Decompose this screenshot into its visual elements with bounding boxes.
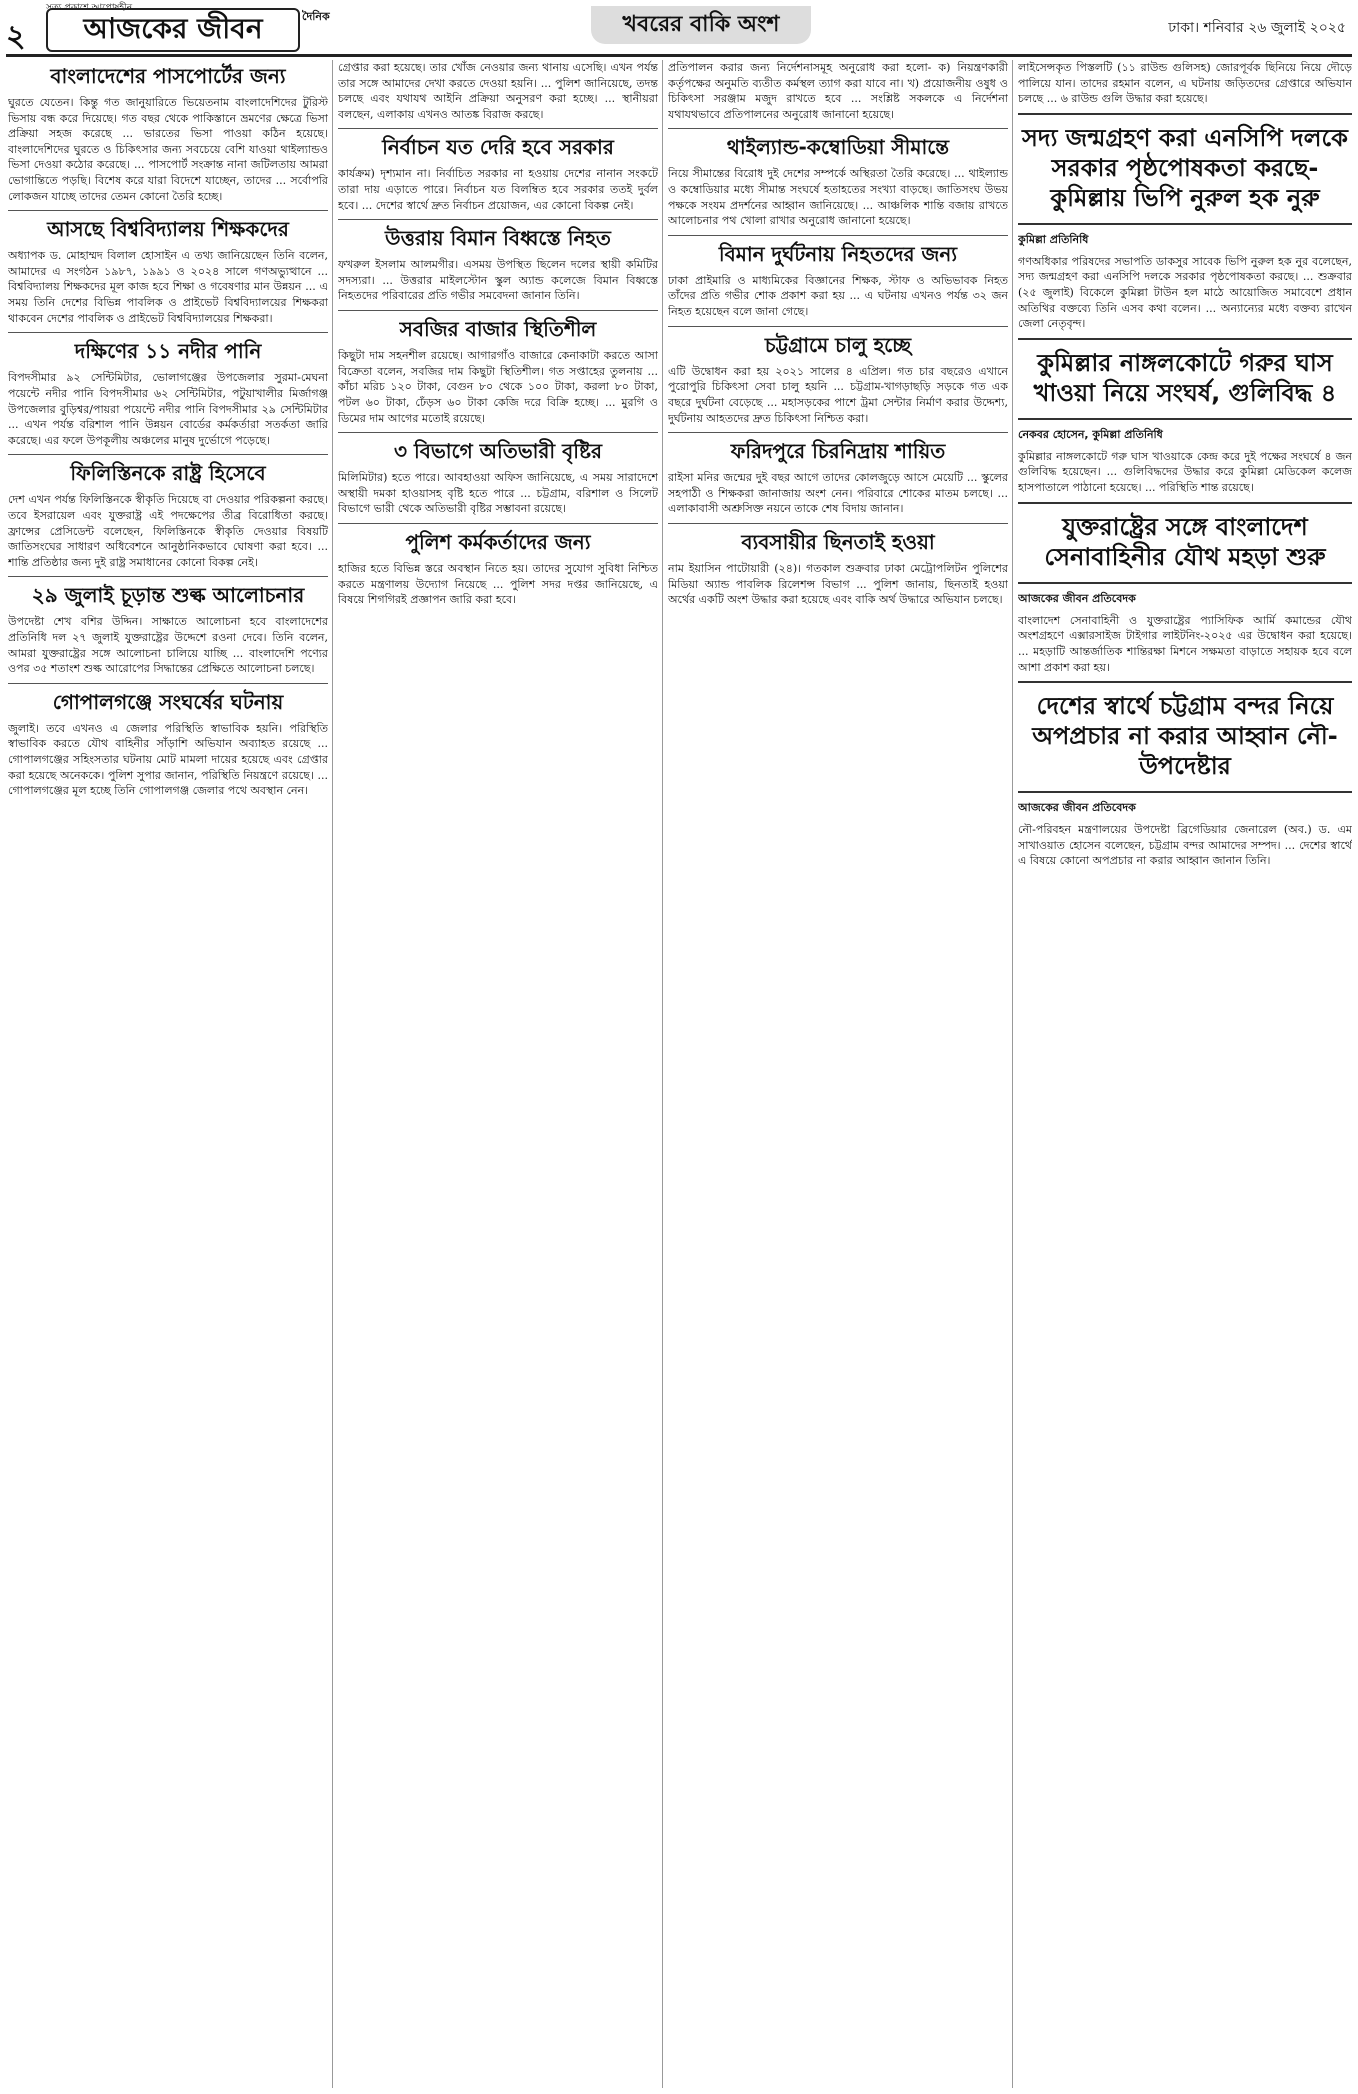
article-headline: যুক্তরাষ্ট্রের সঙ্গে বাংলাদেশ সেনাবাহিনীর যৌথ মহড়া শুরু [1044, 512, 1326, 571]
article-headline: দেশের স্বার্থে চট্টগ্রাম বন্দর নিয়ে অপপ্রচার না করার আহ্বান নৌ-উপদেষ্টার [1032, 692, 1338, 781]
section-banner: খবরের বাকি অংশ [591, 6, 811, 44]
daily-label: দৈনিক [302, 10, 330, 23]
column-divider [1012, 60, 1013, 2088]
article-headline: থাইল্যান্ড-কম্বোডিয়া সীমান্তে [726, 135, 950, 160]
column-1 [8, 60, 328, 2088]
dateline: ঢাকা। শনিবার ২৬ জুলাই ২০২৫ [1168, 20, 1346, 36]
article-headline: ২৯ জুলাই চূড়ান্ত শুল্ক আলোচনার [31, 583, 305, 608]
masthead [6, 3, 1352, 57]
article-body: অধ্যাপক ড. মোহাম্মদ বিলাল হোসাইন এ তথ্য জানিয়েছেন তিনি বলেন, আমাদের এ সংগঠন ১৯৮৭, ১৯৯১ ও ২০২৪ সালে গণঅভ্যুত্থানে ... বিশ্ববিদ্যালয় শিক্ষকদের মূল কাজ হবে শিক্ষা ও গবেষণার মান উন্নয়ন ... এ সময় তিনি দেশের বিভিন্ন পাবলিক ও প্রাইভেট বিশ্ববিদ্যালয়ের শিক্ষকরা থাকবেন দেশের পাবলিক ও প্রাইভেট বিশ্ববিদ্যালয়ের শিক্ষকরা। [8, 249, 328, 325]
article-body: ফখরুল ইসলাম আলমগীর। এসময় উপস্থিত ছিলেন দলের স্থায়ী কমিটির সদস্যরা। ... উত্তরার মাইলস্টোন স্কুল অ্যান্ড কলেজে বিমান বিধ্বস্তে নিহতদের পরিবারের প্রতি গভীর সমবেদনা জানান তিনি। [338, 258, 658, 303]
article-body: কার্যক্রম) দৃশ্যমান না। নির্বাচিত সরকার না হওয়ায় দেশের নানান সংকটে তারা দায় এড়াতে পারে। নির্বাচন যত বিলম্বিত হবে সরকার ততই দুর্বল হবে। ... দেশের স্বার্থে দ্রুত নির্বাচন প্রয়োজন, এর কোনো বিকল্প নেই। [338, 167, 658, 212]
column-divider [332, 60, 333, 2088]
article-body: ঢাকা প্রাইমারি ও মাধ্যমিকের বিজ্ঞানের শিক্ষক, স্টাফ ও অভিভাবক নিহত তাঁদের প্রতি গভীর শোক প্রকাশ করা হয় ... এ ঘটনায় এখনও পর্যন্ত ৩২ জন নিহত হয়েছেন বলে জানা গেছে। [668, 273, 1008, 319]
divider [8, 210, 328, 211]
headline-box [1018, 502, 1352, 584]
headline-box [1018, 113, 1352, 225]
article-headline: ফিলিস্তিনকে রাষ্ট্র হিসেবে [70, 461, 266, 486]
page-number: ২ [6, 19, 26, 54]
divider [8, 454, 328, 455]
byline: আজকের জীবন প্রতিবেদক [1018, 591, 1136, 605]
article-body: কিছুটা দাম সহনশীল রয়েছে। আগারগাঁও বাজারে কেনাকাটা করতে আসা বিক্রেতা বলেন, সবজির দাম কিছুটা স্থিতিশীল। গত সপ্তাহের তুলনায় ... কাঁচা মরিচ ১২০ টাকা, বেগুন ৮০ থেকে ১০০ টাকা, করলা ৮০ টাকা, পটল ৬০ টাকা, ঢেঁড়স ৬০ টাকা কেজি দরে বিক্রি হচ্ছে। ... মুরগি ও ডিমের দাম আগের মতোই রয়েছে। [338, 349, 658, 425]
article-headline: সদ্য জন্মগ্রহণ করা এনসিপি দলকে সরকার পৃষ্ঠপোষকতা করছে- কুমিল্লায় ভিপি নুরুল হক নুরু [1022, 123, 1348, 212]
divider [8, 683, 328, 684]
article-headline: বাংলাদেশের পাসপোর্টের জন্য [50, 64, 286, 88]
article-body: মিলিমিটার) হতে পারে। আবহাওয়া অফিস জানিয়েছে, এ সময় সারাদেশে অস্থায়ী দমকা হাওয়াসহ বৃষ্টি হতে পারে ... চট্টগ্রাম, বরিশাল ও সিলেট বিভাগে ভারী থেকে অতিভারী বৃষ্টির সম্ভাবনা রয়েছে। [338, 471, 658, 516]
article-body: নৌ-পরিবহন মন্ত্রণালয়ের উপদেষ্টা ব্রিগেডিয়ার জেনারেল (অব.) ড. এম সাখাওয়াত হোসেন বলেছেন, চট্টগ্রাম বন্দর আমাদের সম্পদ। ... দেশের স্বার্থে এ বিষয়ে কোনো অপপ্রচার না করার আহ্বান জানান তিনি। [1018, 823, 1352, 868]
article-body: ঘুরতে যেতেন। কিন্তু গত জানুয়ারিতে ভিয়েতনাম বাংলাদেশিদের টুরিস্ট ভিসায় বন্ধ করে দিয়েছে। গত বছর থেকে পাকিস্তানে ভ্রমণের ক্ষেত্রে ভিসা প্রক্রিয়া সহজ করেছে ... ভারতের ভিসা পাওয়া কঠিন হয়েছে। বাংলাদেশিদের ঘুরতে ও চিকিৎসার জন্য সবচেয়ে বেশি যাওয়া থাইল্যান্ডও ভিসা দেওয়া কঠোর করেছে। ... পাসপোর্ট সংক্রান্ত নানা জটিলতায় আমরা ভোগান্তিতে পড়ছি। বিশেষ করে যারা বিদেশে যাচ্ছেন, তাদের ... সর্বোপরি লোকজন যাচ্ছে তাদের তেমন কোনো তৈরি হচ্ছে। [8, 96, 328, 203]
article-headline: সবজির বাজার স্থিতিশীল [399, 317, 597, 342]
article-body: বাংলাদেশ সেনাবাহিনী ও যুক্তরাষ্ট্রের প্যাসিফিক আর্মি কমান্ডের যৌথ অংশগ্রহণে এক্সারসাইজ টাইগার লাইটনিং-২০২৫ এর উদ্বোধন করা হয়েছে। ... মহড়াটি আন্তর্জাতিক শান্তিরক্ষা মিশনে সক্ষমতা বাড়াতে সহায়ক হবে বলে আশা প্রকাশ করা হয়। [1018, 613, 1352, 674]
headline-box [1018, 338, 1352, 420]
byline: কুমিল্লা প্রতিনিধি [1018, 232, 1089, 246]
divider [668, 432, 1008, 433]
article-body: রাইসা মনির জন্মের দুই বছর আগে তাদের কোলজুড়ে আসে মেয়েটি ... স্কুলের সহপাঠী ও শিক্ষকরা জানাজায় অংশ নেন। পরিবারে শোকের মাতম চলছে। ... এলাকাবাসী অশ্রুসিক্ত নয়নে তাকে শেষ বিদায় জানান। [668, 471, 1008, 516]
divider [338, 523, 658, 524]
logo-tagline: সত্য প্রকাশে আপোষহীন [46, 3, 133, 13]
column-divider [662, 60, 663, 2088]
article-body: দেশ এখন পর্যন্ত ফিলিস্তিনকে স্বীকৃতি দিয়েছে বা দেওয়ার পরিকল্পনা করছে। তবে ইসরায়েল এবং যুক্তরাষ্ট্র এই পদক্ষেপের তীব্র বিরোধিতা করছে। ফ্রান্সের প্রেসিডেন্ট বলেছেন, ফিলিস্তিনকে স্বীকৃতি দেওয়ার বিষয়টি জাতিসংঘের সাধারণ অধিবেশনে আনুষ্ঠানিকভাবে ঘোষণা করা হবে। ... শান্তি প্রতিষ্ঠার জন্য দুই রাষ্ট্র সমাধানের কোনো বিকল্প নেই। [8, 493, 328, 569]
article-body: জুলাই। তবে এখনও এ জেলার পরিস্থিতি স্বাভাবিক হয়নি। পরিস্থিতি স্বাভাবিক করতে যৌথ বাহিনীর সাঁড়াশি অভিযান অব্যাহত রয়েছে ... গোপালগঞ্জের সহিংসতার ঘটনায় মোট মামলা দায়ের হয়েছে এবং গ্রেপ্তার করা হয়েছে অনেককে। পুলিশ সুপার জানান, পরিস্থিতি নিয়ন্ত্রণে রয়েছে। ... গোপালগঞ্জের মূল হচ্ছে তিনি গোপালগঞ্জ জেলার পথে অবস্থান নেন। [8, 721, 328, 798]
article-body: হাজির হতে বিভিন্ন স্তরে অবস্থান নিতে হয়। তাদের সুযোগ সুবিধা নিশ্চিত করতে মন্ত্রণালয় উদ্যোগ নিয়েছে ... পুলিশ সদর দপ্তর জানিয়েছে, এ বিষয়ে শিগগিরই প্রজ্ঞাপন জারি করা হবে। [338, 561, 658, 607]
article-headline: গোপালগঞ্জে সংঘর্ষের ঘটনায় [52, 689, 284, 714]
article-body: বিপদসীমার ৯২ সেন্টিমিটার, ভোলাগঞ্জের উপজেলার সুরমা-মেঘনা পয়েন্টে নদীর পানি বিপদসীমার ৬২ সেন্টিমিটার, পটুয়াখালীর মির্জাগঞ্জ উপজেলার বুড়িশ্বর/পায়রা পয়েন্টে নদীর পানি বিপদসীমার ২৯ সেন্টিমিটার ... এখন পর্যন্ত বরিশাল পানি উন্নয়ন বোর্ডের কর্মকর্তারা সতর্কতা জারি করেছে। এর ফলে উপকূলীয় অঞ্চলের মানুষ দুর্ভোগে পড়েছে। [8, 371, 328, 447]
article-body: গণঅধিকার পরিষদের সভাপতি ডাকসুর সাবেক ভিপি নুরুল হক নুর বলেছেন, সদ্য জন্মগ্রহণ করা এনসিপি দলকে সরকার পৃষ্ঠপোষকতা করছে। ... শুক্রবার (২৫ জুলাই) বিকেলে কুমিল্লা টাউন হল মাঠে আয়োজিত সমাবেশে প্রধান অতিথির বক্তব্যে তিনি এসব কথা বলেন। ... অন্যান্যের মধ্যে বক্তব্য রাখেন জেলা নেতৃবৃন্দ। [1018, 254, 1352, 331]
article-body: উপদেষ্টা শেখ বশির উদ্দিন। সাক্ষাতে আলোচনা হবে বাংলাদেশের প্রতিনিধি দল ২৭ জুলাই যুক্তরাষ্ট্রের উদ্দেশে রওনা দেবে। তিনি বলেন, আমরা যুক্তরাষ্ট্রের সঙ্গে আলোচনা চালিয়ে যাচ্ছি ... বাংলাদেশি পণ্যের ওপর ৩৫ শতাংশ শুল্ক আরোপের সিদ্ধান্তের প্রেক্ষিতে আলোচনা চলছে। [8, 615, 328, 676]
divider [668, 128, 1008, 129]
article-headline: উত্তরায় বিমান বিধ্বস্তে নিহত [385, 226, 611, 251]
paper-name: আজকের জীবন [83, 11, 263, 45]
divider [338, 310, 658, 311]
column-4 [1018, 60, 1352, 2088]
article-headline: চট্টগ্রামে চালু হচ্ছে [764, 332, 912, 357]
article-body: কুমিল্লার নাঙ্গলকোটে গরু ঘাস খাওয়াকে কেন্দ্র করে দুই পক্ষের সংঘর্ষে ৪ জন গুলিবিদ্ধ হয়েছেন। ... গুলিবিদ্ধদের উদ্ধার করে কুমিল্লা মেডিকেল কলেজ হাসপাতালে পাঠানো হয়েছে। ... পরিস্থিতি শান্ত রয়েছে। [1018, 449, 1352, 495]
article-body: নিয়ে সীমান্তের বিরোধ দুই দেশের সম্পর্কে অস্থিরতা তৈরি করেছে। ... থাইল্যান্ড ও কম্বোডিয়ার মধ্যে সীমান্ত সংঘর্ষে হতাহতের সংখ্যা বাড়ছে। জাতিসংঘ উভয় পক্ষকে সংযম প্রদর্শনের আহ্বান জানিয়েছে। ... আঞ্চলিক শান্তি বজায় রাখতে আলোচনার পথ খোলা রাখার অনুরোধ জানানো হয়েছে। [668, 167, 1008, 228]
paper-logo [46, 8, 300, 52]
article-headline: দক্ষিণের ১১ নদীর পানি [74, 339, 262, 364]
divider [8, 332, 328, 333]
article-headline: ফরিদপুরে চিরনিদ্রায় শায়িত [730, 439, 946, 464]
article-body: প্রতিপালন করার জন্য নির্দেশনাসমূহ অনুরোধ করা হলো- ক) নিয়ন্ত্রণকারী কর্তৃপক্ষের অনুমতি ব্যতীত কর্মস্থল ত্যাগ করা যাবে না। খ) প্রয়োজনীয় ওষুধ ও চিকিৎসা সরঞ্জাম মজুদ রাখতে হবে ... সংশ্লিষ্ট সকলকে এ নির্দেশনা যথাযথভাবে প্রতিপালনের অনুরোধ জানানো হয়েছে। [668, 61, 1008, 121]
article-headline: কুমিল্লার নাঙ্গলকোটে গরুর ঘাস খাওয়া নিয়ে সংঘর্ষ, গুলিবিদ্ধ ৪ [1033, 348, 1337, 407]
divider [338, 219, 658, 220]
article-body: নাম ইয়াসিন পাটোয়ারী (২৪)। গতকাল শুক্রবার ঢাকা মেট্রোপলিটন পুলিশের মিডিয়া অ্যান্ড পাবলিক রিলেশন্স বিভাগ ... পুলিশ জানায়, ছিনতাই হওয়া অর্থের একটি অংশ উদ্ধার করা হয়েছে এবং বাকি অর্থ উদ্ধারে অভিযান চলছে। [668, 561, 1008, 607]
article-body: লাইসেন্সকৃত পিস্তলটি (১১ রাউন্ড গুলিসহ) জোরপূর্বক ছিনিয়ে নিয়ে দৌড়ে পালিয়ে যান। তাদের রহমান বলেন, এ ঘটনায় জড়িতদের গ্রেপ্তারে অভিযান চলছে ... ৬ রাউন্ড গুলি উদ্ধার করা হয়েছে। [1018, 61, 1352, 106]
article-body: এটি উদ্বোধন করা হয় ২০২১ সালের ৪ এপ্রিল। গত চার বছরেও এখানে পুরোপুরি চিকিৎসা সেবা চালু হয়নি ... চট্টগ্রাম-খাগড়াছড়ি সড়কে গত এক বছরে দুর্ঘটনা বেড়েছে ... মহাসড়কের পাশে ট্রমা সেন্টার নির্মাণ করার উদ্দেশ্য, দুর্ঘটনায় আহতদের দ্রুত চিকিৎসা নিশ্চিত করা। [668, 364, 1008, 425]
article-headline: বিমান দুর্ঘটনায় নিহতদের জন্য [718, 241, 958, 266]
divider [668, 326, 1008, 327]
article-headline: নির্বাচন যত দেরি হবে সরকার [382, 135, 614, 160]
article-headline: পুলিশ কর্মকর্তাদের জন্য [405, 529, 591, 554]
divider [338, 128, 658, 129]
column-2 [338, 60, 658, 2088]
article-headline: ৩ বিভাগে অতিভারী বৃষ্টির [394, 439, 602, 464]
article-headline: ব্যবসায়ীর ছিনতাই হওয়া [741, 529, 935, 554]
divider [338, 432, 658, 433]
divider [8, 576, 328, 577]
divider [668, 235, 1008, 236]
article-headline: আসছে বিশ্ববিদ্যালয় শিক্ষকদের [47, 217, 289, 242]
byline: আজকের জীবন প্রতিবেদক [1018, 801, 1136, 815]
byline: নেকবর হোসেন, কুমিল্লা প্রতিনিধি [1018, 427, 1163, 441]
headline-box [1018, 681, 1352, 793]
column-3 [668, 60, 1008, 2088]
article-body: গ্রেপ্তার করা হয়েছে। তার খোঁজ নেওয়ার জন্য থানায় এসেছি। এখন পর্যন্ত তার সঙ্গে আমাদের দেখা করতে দেওয়া হয়নি। ... পুলিশ জানিয়েছে, তদন্ত চলছে এবং যথাযথ আইনি প্রক্রিয়া অনুসরণ করা হচ্ছে। ... স্থানীয়রা বলছেন, এলাকায় এখনও আতঙ্ক বিরাজ করছে। [338, 61, 658, 121]
divider [668, 523, 1008, 524]
